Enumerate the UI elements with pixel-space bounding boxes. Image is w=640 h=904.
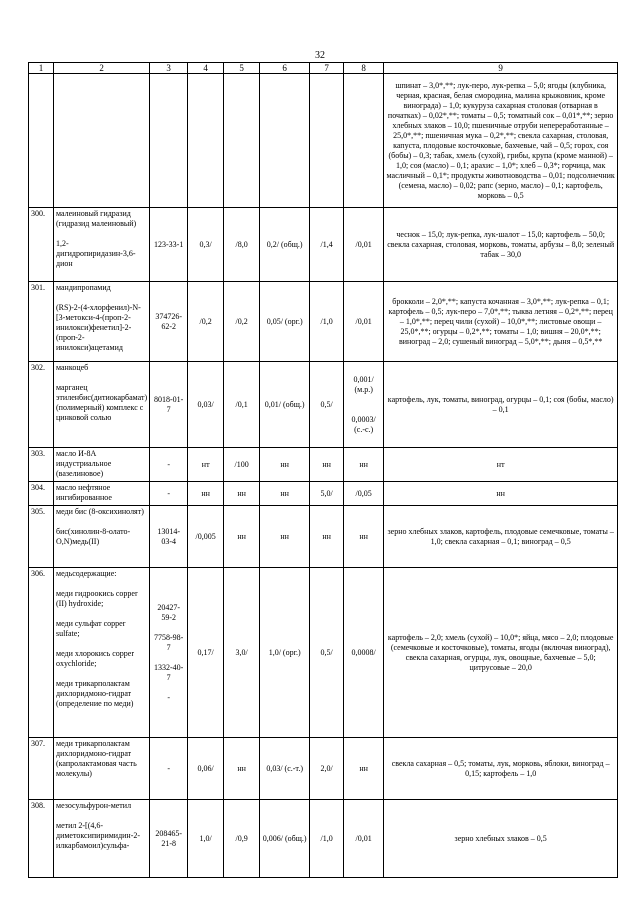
value-col7: нн [310,448,344,482]
cas-number: 208465-21-8 [150,800,188,878]
col-header: 2 [54,63,150,74]
col-header: 9 [384,63,618,74]
substance-name: малеиновый гидразид (гидразид малеиновый) 1,2-дигидропиридазин-3,6-дион [54,208,150,282]
row-number: 301. [29,282,54,362]
substance-name: мандипропамид (RS)-2-(4-хлорфенил)-N-[3-метокси-4-(проп-2-инилокси)фенетил]-2-(проп-2-инилокси)ацетамид [54,282,150,362]
table-row [29,208,618,282]
value-col6: 0,006/ (общ.) [260,800,310,878]
value-col5: /0,9 [224,800,260,878]
substance-name: масло нефтяное ингибированное [54,482,150,506]
value-col8: нн [344,506,384,568]
value-col5: /8,0 [224,208,260,282]
substance-name: меди бис (8-оксихинолят) бис(хинолин-8-олато-O,N)медь(II) [54,506,150,568]
value-col6: 0,03/ (с.-т.) [260,738,310,800]
substance-name: меди трикарполактам дихлоридмоно-гидрат (капролактамовая часть молекулы) [54,738,150,800]
value-col5: нн [224,506,260,568]
value-col5: 3,0/ [224,568,260,738]
value-col4: 0,06/ [188,738,224,800]
value-col6: нн [260,448,310,482]
value-col7: нн [310,506,344,568]
table-row [29,362,618,448]
table-row [29,568,618,738]
cas-number: 123-33-1 [150,208,188,282]
substance-name: манкоцеб марганец этиленбис(дитиокарбамат) (полимерный) комплекс с цинковой солью [54,362,150,448]
substance-name: масло И-8А индустриальное (вазелиновое) [54,448,150,482]
table-row [29,738,618,800]
row-number: 306. [29,568,54,738]
value-col5: /100 [224,448,260,482]
value-col5: /0,1 [224,362,260,448]
value-col7: 5,0/ [310,482,344,506]
value-col6: нн [260,482,310,506]
value-col8: нн [344,738,384,800]
table-row [29,448,618,482]
col-header: 7 [310,63,344,74]
col-header: 5 [224,63,260,74]
value-col8: нн [344,448,384,482]
substance-name: медьсодержащие: меди гидроокись copper (II) hydroxide; меди сульфат copper sulfate; меди хлорокись copper oxychloride; меди трикарполактам дихлоридмоно-гидрат (определение по меди) [54,568,150,738]
value-col4: 0,03/ [188,362,224,448]
value-col7: /1,0 [310,282,344,362]
residue-limits: нт [384,448,618,482]
residue-limits: картофель, лук, томаты, виноград, огурцы – 0,1; соя (бобы, масло) – 0,1 [384,362,618,448]
residue-limits: чеснок – 15,0; лук-репка, лук-шалот – 15,0; картофель – 50,0; свекла сахарная, столовая, морковь, томаты, арбузы – 8,0; зеленый табак – 30,0 [384,208,618,282]
cas-number: 374726-62-2 [150,282,188,362]
row-number: 307. [29,738,54,800]
row-number: 304. [29,482,54,506]
cas-number: 20427-59-2 7758-98-7 1332-40-7 - [150,568,188,738]
value-col5: /0,2 [224,282,260,362]
value-col4: /0,005 [188,506,224,568]
value-col5: нн [224,738,260,800]
row-number: 308. [29,800,54,878]
residue-limits: зерно хлебных злаков, картофель, плодовые семечковые, томаты – 1,0; свекла сахарная – 0,1; виноград – 0,5 [384,506,618,568]
value-col4: нн [188,482,224,506]
value-col7: 0,5/ [310,362,344,448]
value-col8: /0,01 [344,208,384,282]
row-number: 305. [29,506,54,568]
value-col8: /0,01 [344,282,384,362]
table-row [29,282,618,362]
residue-limits: свекла сахарная – 0,5; томаты, лук, морковь, яблоки, виноград – 0,15; картофель – 1,0 [384,738,618,800]
value-col4: нт [188,448,224,482]
col-header: 4 [188,63,224,74]
cas-number: - [150,448,188,482]
row-number: 302. [29,362,54,448]
value-col6: 0,01/ (общ.) [260,362,310,448]
page-number: 32 [315,50,325,61]
value-col4: 1,0/ [188,800,224,878]
substance-name: мезосульфурон-метил метил 2-[(4,6-диметоксипиримидин-2-илкарбамоил)сульфа- [54,800,150,878]
value-col8: 0,0008/ [344,568,384,738]
cas-number: 13014-03-4 [150,506,188,568]
residue-limits: шпинат – 3,0*,**; лук-перо, лук-репка – 5,0; ягоды (клубника, черная, красная, белая смородина, малина крыжовник, кроме винограда) – 1,0; кукуруза сахарная столовая (отварная в початках) – 0,02*,**; томаты – 0,5; томатный сок – 0,01*,**; зерно хлебных злаков – 10,0; пшеничные отруби непереработанные – 25,0*,**; пшеничная мука – 0,2*,**; свекла сахарная, столовая, капуста, плодовые косточковые, бахчевые, чай – 0,5; горох, соя (бобы) – 0,3; табак, хмель (сухой), грибы, крупа (кроме манной) – 1,0; соя (масло) – 0,1; арахис – 1,0*; хлеб – 0,3*; горчица, мак масличный – 0,1*; продукты животноводства – 0,01; подсолнечник (семена, масло) – 0,02; рапс (зерно, масло) – 0,1; картофель, морковь – 0,5 [384,74,618,208]
col-header: 3 [150,63,188,74]
value-col6: 0,05/ (орг.) [260,282,310,362]
col-header: 6 [260,63,310,74]
value-col6: 1,0/ (орг.) [260,568,310,738]
residue-limits: картофель – 2,0; хмель (сухой) – 10,0*; яйца, мясо – 2,0; плодовые (семечковые и косточковые), томаты, ягоды (включая виноград), свекла сахарная, огурцы, лук, овощные, бахчевые – 5,0; цитрусовые – 20,0 [384,568,618,738]
value-col8: /0,05 [344,482,384,506]
value-col4: 0,3/ [188,208,224,282]
row-number: 303. [29,448,54,482]
cas-number: - [150,482,188,506]
value-col7: /1,0 [310,800,344,878]
table-row [29,800,618,878]
cas-number: - [150,738,188,800]
value-col7: 2,0/ [310,738,344,800]
col-header: 1 [29,63,54,74]
table-row [29,506,618,568]
value-col7: /1,4 [310,208,344,282]
value-col6: нн [260,506,310,568]
col-header: 8 [344,63,384,74]
value-col8: /0,01 [344,800,384,878]
value-col8: 0,001/ (м.р.) 0,0003/ (с.-с.) [344,362,384,448]
residue-limits: нн [384,482,618,506]
value-col6: 0,2/ (общ.) [260,208,310,282]
column-number-row [29,63,618,74]
value-col5: нн [224,482,260,506]
table-row [29,482,618,506]
value-col4: 0,17/ [188,568,224,738]
row-number: 300. [29,208,54,282]
value-col4: /0,2 [188,282,224,362]
residue-limits: зерно хлебных злаков – 0,5 [384,800,618,878]
residue-limits: брокколи – 2,0*,**; капуста кочанная – 3,0*,**; лук-репка – 0,1; картофель – 0,5; лук-перо – 7,0*,**; тыква летняя – 0,2*,**; перец – 1,0*,**; перец чили (сухой) – 10,0*,**; листовые овощи – 25,0*,**; огурцы – 0,2*,**; томаты – 1,0; вишня – 20,0*,**; виноград – 2,0; сушеный виноград – 5,0*,**; дыня – 0,5*,** [384,282,618,362]
cas-number: 8018-01-7 [150,362,188,448]
regulations-table [28,62,618,878]
table-row-continuation [29,74,618,208]
value-col7: 0,5/ [310,568,344,738]
